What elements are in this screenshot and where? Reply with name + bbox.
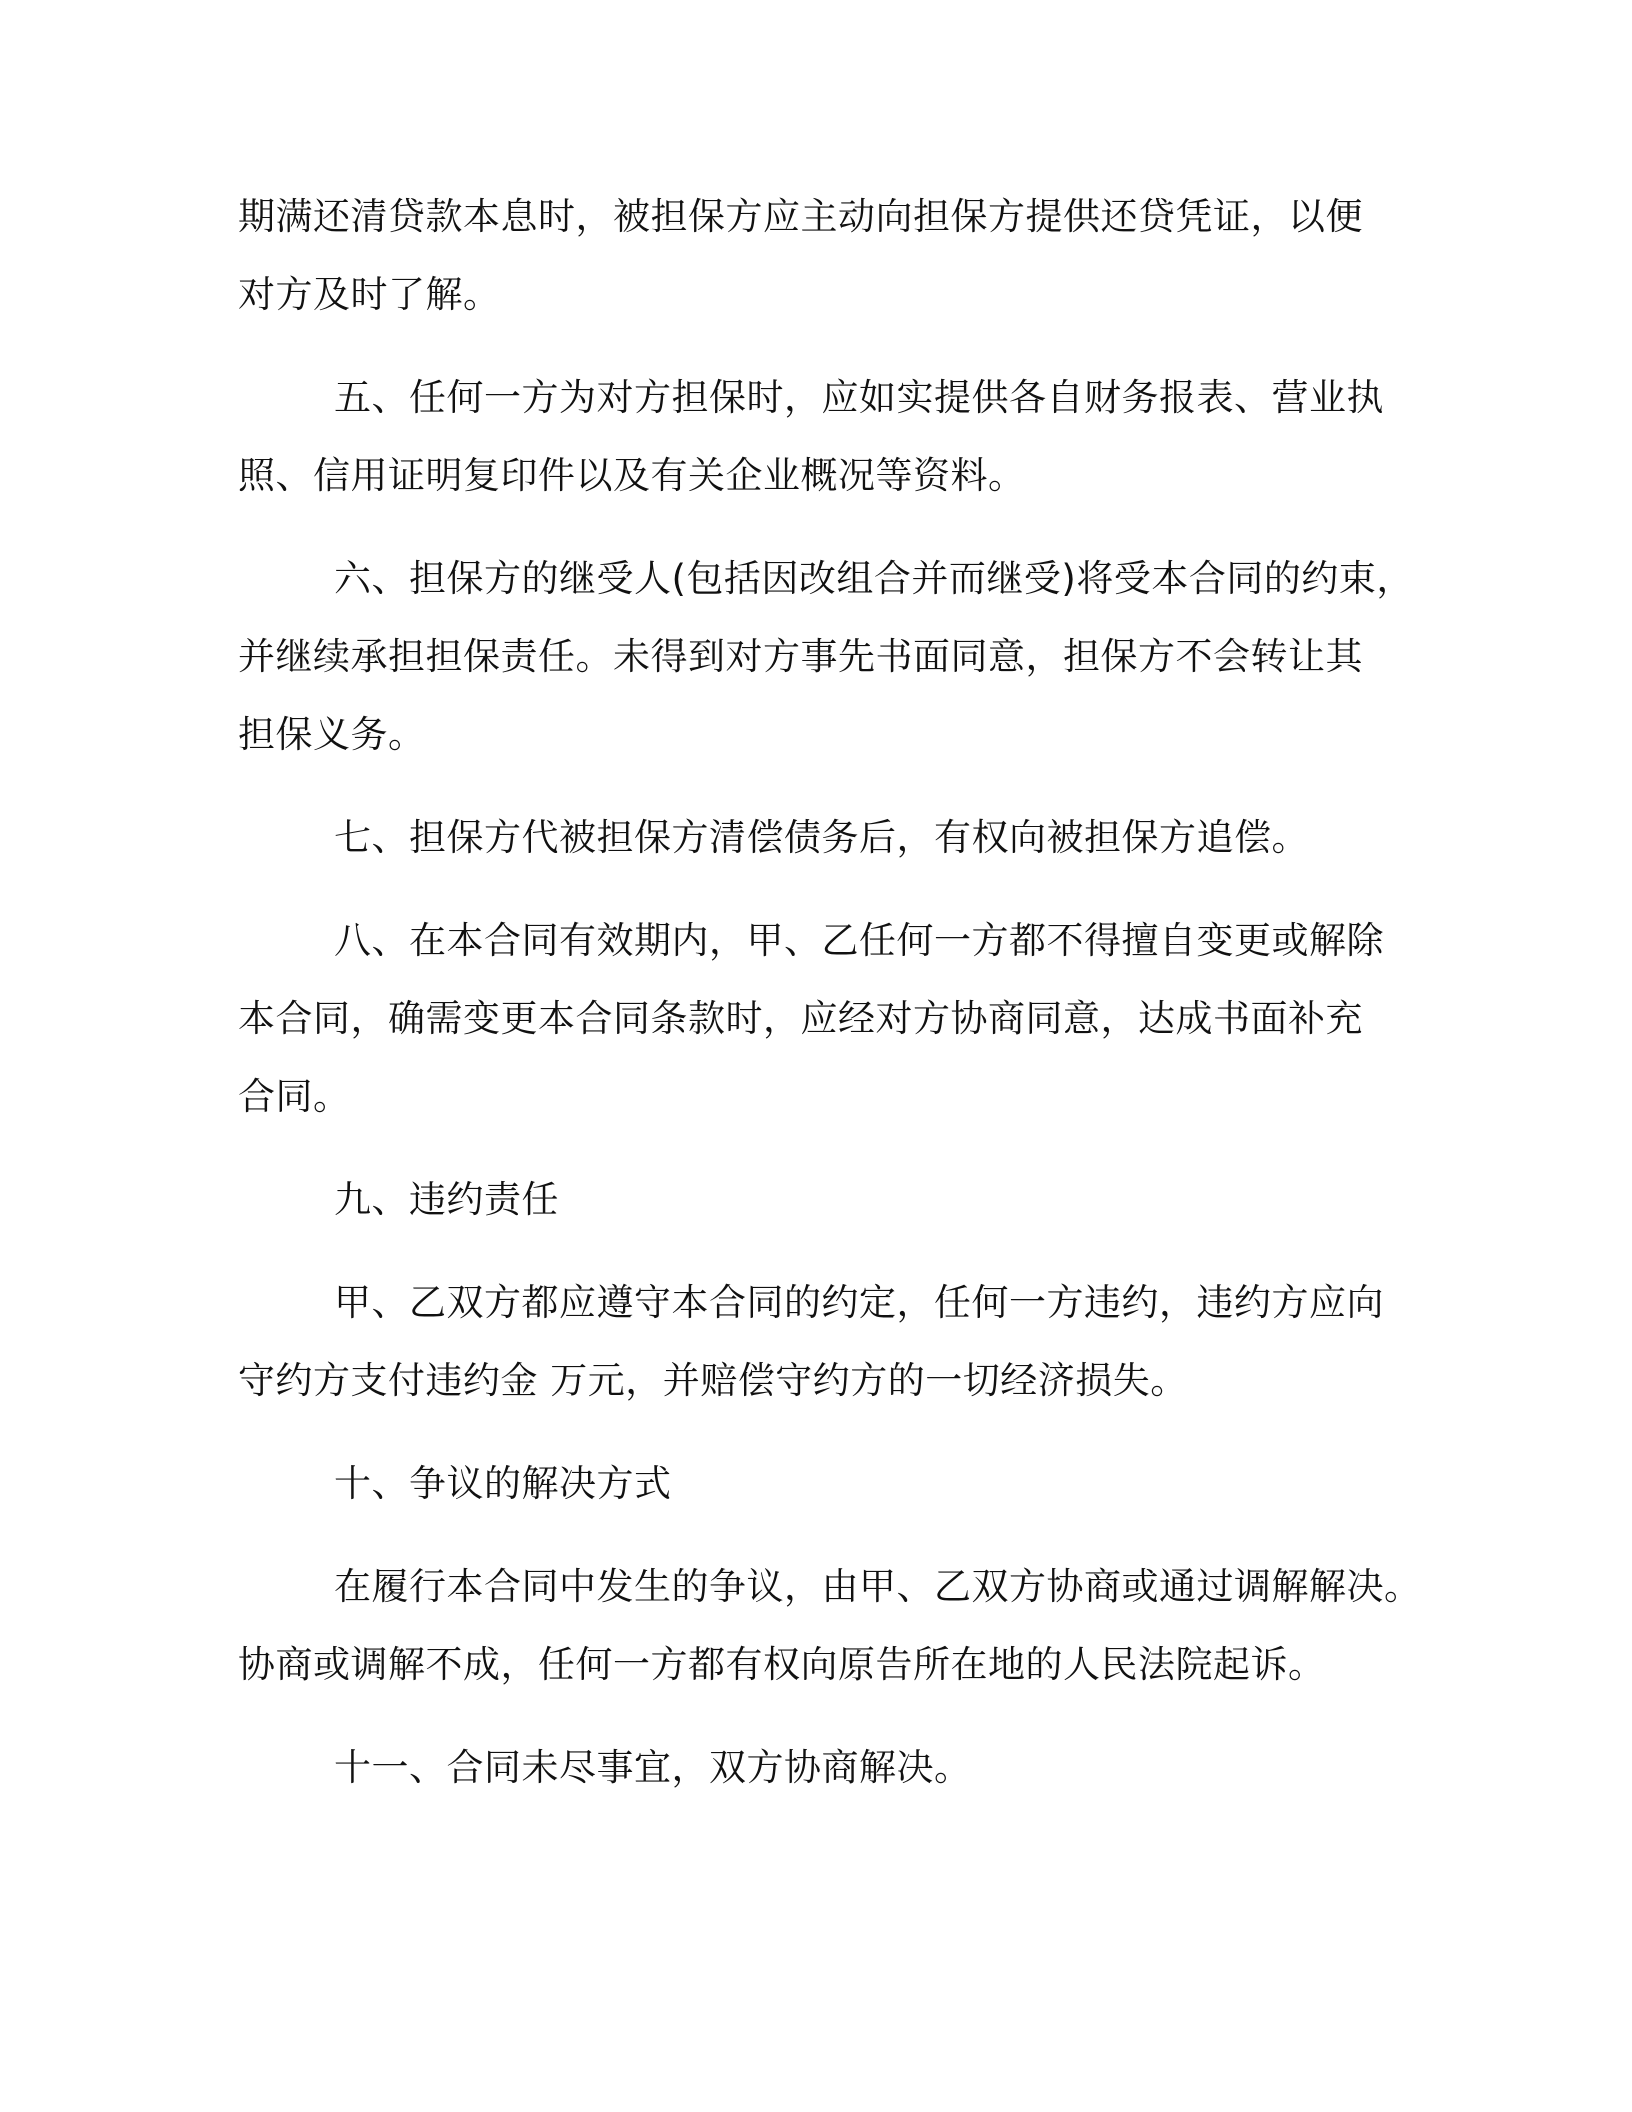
- clause-7-line: 七、担保方代被担保方清偿债务后，有权向被担保方追偿。: [334, 816, 1309, 859]
- text-line: 并继续承担担保责任。未得到对方事先书面同意，担保方不会转让其: [238, 635, 1363, 678]
- text-line: 本合同，确需变更本合同条款时，应经对方协商同意，达成书面补充: [238, 997, 1363, 1040]
- clause-9-heading: 九、违约责任: [334, 1178, 559, 1221]
- text-line: 在履行本合同中发生的争议，由甲、乙双方协商或通过调解解决。: [334, 1565, 1422, 1608]
- text-line: 期满还清贷款本息时，被担保方应主动向担保方提供还贷凭证，以便: [238, 195, 1363, 238]
- clause-8-line: 八、在本合同有效期内，甲、乙任何一方都不得擅自变更或解除: [334, 919, 1384, 962]
- text-line: 合同。: [238, 1075, 351, 1118]
- clause-5-line: 五、任何一方为对方担保时，应如实提供各自财务报表、营业执: [334, 376, 1384, 419]
- text-line: 担保义务。: [238, 713, 426, 756]
- text-line: 协商或调解不成，任何一方都有权向原告所在地的人民法院起诉。: [238, 1643, 1326, 1686]
- text-line: 照、信用证明复印件以及有关企业概况等资料。: [238, 454, 1026, 497]
- text-line: 对方及时了解。: [238, 273, 501, 316]
- clause-6-line: 六、担保方的继受人(包括因改组合并而继受)将受本合同的约束，: [334, 557, 1414, 600]
- text-line: 甲、乙双方都应遵守本合同的约定，任何一方违约，违约方应向: [334, 1281, 1384, 1324]
- clause-10-heading: 十、争议的解决方式: [334, 1462, 672, 1505]
- clause-11-line: 十一、合同未尽事宜，双方协商解决。: [334, 1746, 972, 1789]
- text-line: 守约方支付违约金 万元，并赔偿守约方的一切经济损失。: [238, 1359, 1188, 1402]
